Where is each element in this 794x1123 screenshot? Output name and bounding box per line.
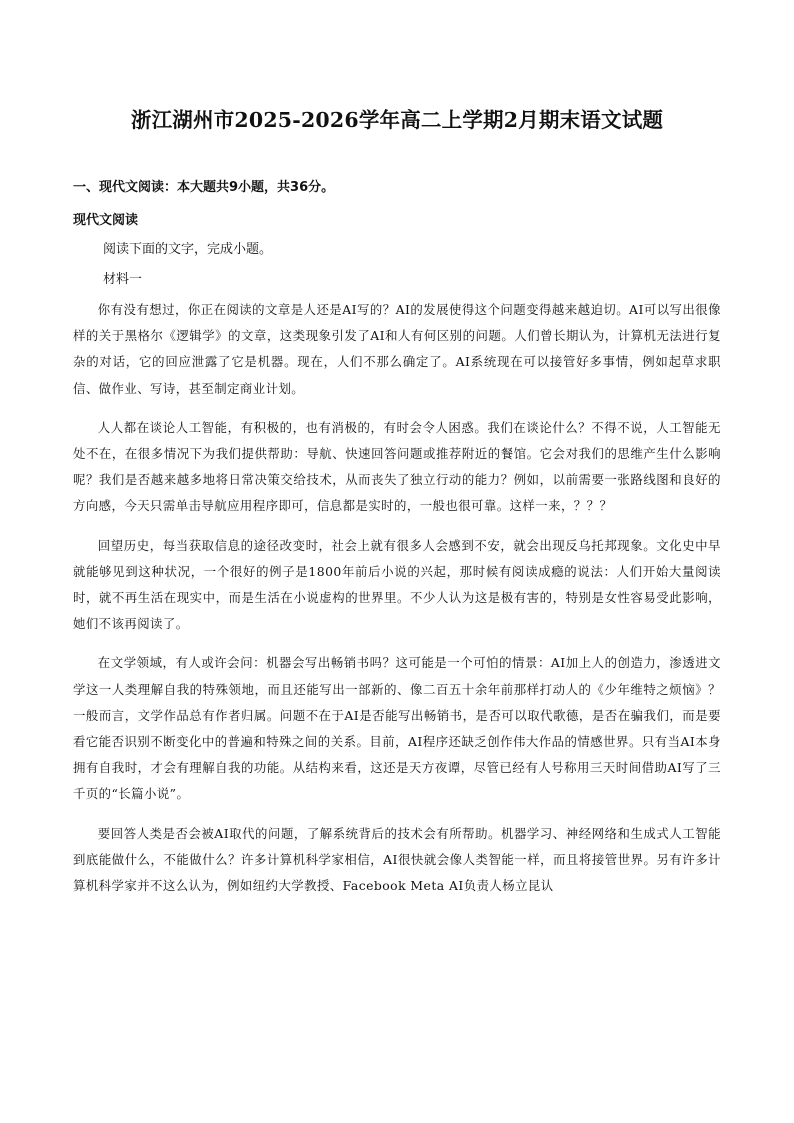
material-label: 材料一 xyxy=(103,272,143,287)
reading-instruction: 阅读下面的文字，完成小题。 xyxy=(103,242,273,257)
paragraph: 要回答人类是否会被AI取代的问题，了解系统背后的技术会有所帮助。机器学习、神经网络和生成式人工智能到底能做什么，不能做什么？许多计算机科学家相信，AI很快就会像人类智能一样，而且将接管世界。另有许多计算机科学家并不这么认为，例如纽约大学教授、Facebook Meta AI负责人杨立昆认 xyxy=(73,825,721,894)
paragraph: 回望历史，每当获取信息的途径改变时，社会上就有很多人会感到不安，就会出现反乌托邦现象。文化史中早就能够见到这种状况，一个很好的例子是1800年前后小说的兴起，那时候有阅读成瘾的说法：人们开始大量阅读时，就不再生活在现实中，而是生活在小说虚构的世界里。不少人认为这是极有害的，特别是女性容易受此影响，她们不该再阅读了。 xyxy=(73,537,721,632)
document-title: 浙江湖州市2025-2026学年高二上学期2月期末语文试题 xyxy=(130,108,664,132)
paragraph: 在文学领域，有人或许会问：机器会写出畅销书吗？这可能是一个可怕的情景：AI加上人的创造力，渗透进文学这一人类理解自我的特殊领地，而且还能写出一部新的、像二百五十余年前那样打动人的《少年维特之烦恼》？一般而言，文学作品总有作者归属。问题不在于AI是否能写出畅销书，是否可以取代歌德，是否在骗我们，而是要看它能否识别不断变化中的普遍和特殊之间的关系。目前，AI程序还缺乏创作伟大作品的情感世界。只有当AI本身拥有自我时，才会有理解自我的功能。从结构来看，这还是天方夜谭，尽管已经有人号称用三天时间借助AI写了三千页的“长篇小说”。 xyxy=(73,655,721,802)
passage-body xyxy=(73,297,721,912)
paragraph: 你有没有想过，你正在阅读的文章是人还是AI写的？AI的发展使得这个问题变得越来越迫切。AI可以写出很像样的关于黑格尔《逻辑学》的文章，这类现象引发了AI和人有何区别的问题。人们曾长期认为，计算机无法进行复杂的对话，它的回应泄露了它是机器。现在，人们不那么确定了。AI系统现在可以接管好多事情，例如起草求职信、做作业、写诗，甚至制定商业计划。 xyxy=(73,302,721,396)
section-heading: 一、现代文阅读：本大题共9小题，共36分。 xyxy=(73,180,335,195)
paragraph: 人人都在谈论人工智能，有积极的，也有消极的，有时会令人困惑。我们在谈论什么？不得不说，人工智能无处不在，在很多情况下为我们提供帮助：导航、快速回答问题或推荐附近的餐馆。它会对我们的思维产生什么影响呢？我们是否越来越多地将日常决策交给技术，从而丧失了独立行动的能力？例如，以前需要一张路线图和良好的方向感，今天只需单击导航应用程序即可，信息都是实时的，一般也很可靠。这样一来，？？？ xyxy=(73,419,721,514)
sub-heading: 现代文阅读 xyxy=(73,213,139,228)
